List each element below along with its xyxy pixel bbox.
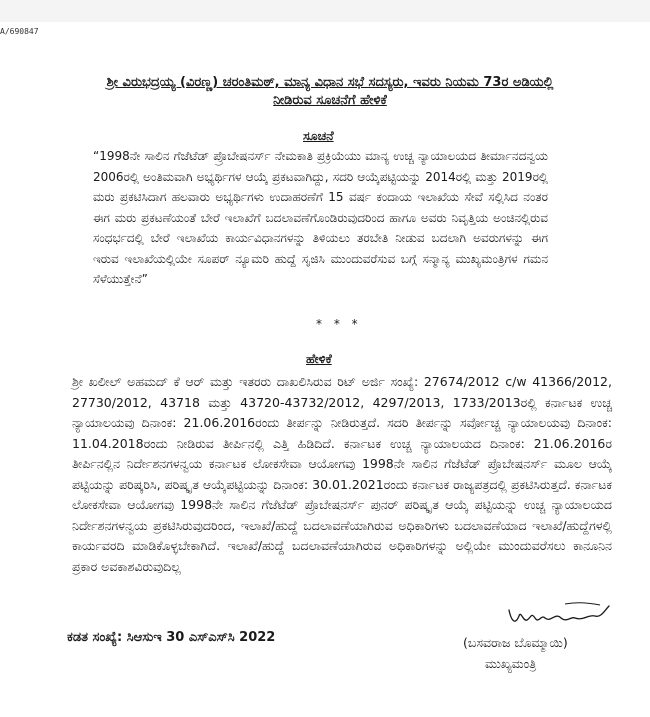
notice-body: “1998ನೇ ಸಾಲಿನ ಗೆಜೆಟೆಡ್ ಪ್ರೊಬೇಷನರ್ಸ್ ನೇಮಕಾತಿ ಪ್ರಕ್ರಿಯೆಯು ಮಾನ್ಯ ಉಚ್ಚ ನ್ಯಾಯಾಲಯದ ತೀರ್ಮಾನದನ್ವಯ 2006ರಲ್ಲಿ ಅಂತಿಮವಾಗಿ ಅಭ್ಯರ್ಥಿಗಳ ಆಯ್ಕೆ ಪ್ರಕಟವಾಗಿದ್ದು, ಸದರಿ ಆಯ್ಕೆಪಟ್ಟಿಯನ್ನು 2014ರಲ್ಲಿ ಮತ್ತು 2019ರಲ್ಲಿ ಮರು ಪ್ರಕಟಿಸಿದಾಗ ಹಲವಾರು ಅಭ್ಯರ್ಥಿಗಳು ಉದಾಹರಣೆಗೆ 15 ವರ್ಷ ಕಂದಾಯ ಇಲಾಖೆಯ ಸೇವೆ ಸಲ್ಲಿಸಿದ ನಂತರ ಈಗ ಮರು ಪ್ರಕಟಣೆಯಂತೆ ಬೇರೆ ಇಲಾಖೆಗೆ ಬದಲಾವಣೆಗೊಂಡಿರುವುದರಿಂದ ಹಾಗೂ ಅವರು ನಿವೃತ್ತಿಯ ಅಂಚಿನಲ್ಲಿರುವ ಸಂಧರ್ಭದಲ್ಲಿ ಬೇರೆ ಇಲಾಖೆಯ ಕಾರ್ಯವಿಧಾನಗಳನ್ನು ತಿಳಿಯಲು ತರಬೇತಿ ನೀಡುವ ಬದಲಾಗಿ ಅವರುಗಳನ್ನು ಈಗ ಇರುವ ಇಲಾಖೆಯಲ್ಲಿಯೇ ಸೂಪರ್ ನ್ಯೂಮರಿ ಹುದ್ದೆ ಸೃಜಿಸಿ ಮುಂದುವರೆಸುವ ಬಗ್ಗೆ ಸನ್ಮಾನ್ಯ ಮುಖ್ಯಮಂತ್ರಿಗಳ ಗಮನ ಸೆಳೆಯುತ್ತೇನೆ” (93, 149, 548, 286)
document-heading (60, 74, 600, 110)
reply-body: ಶ್ರೀ ಖಲೀಲ್ ಅಹಮದ್ ಕೆ ಆರ್ ಮತ್ತು ಇತರರು ದಾಖಲಿಸಿರುವ ರಿಟ್ ಅರ್ಜಿ ಸಂಖ್ಯೆ: 27674/2012 c/w 41366/2012, 27730/2012, 43718 ಮತ್ತು 43720-43732/2012, 4297/2013, 1733/2013ರಲ್ಲಿ ಕರ್ನಾಟಕ ಉಚ್ಚ ನ್ಯಾಯಾಲಯವು ದಿನಾಂಕ: 21.06.2016ರಂದು ತೀರ್ಪನ್ನು ನೀಡಿರುತ್ತದೆ. ಸದರಿ ತೀರ್ಪನ್ನು ಸರ್ವೋಚ್ಚ ನ್ಯಾಯಾಲಯವು ದಿನಾಂಕ: 11.04.2018ರಂದು ನೀಡಿರುವ ತೀರ್ಪಿನಲ್ಲಿ ಎತ್ತಿ ಹಿಡಿದಿದೆ. ಕರ್ನಾಟಕ ಉಚ್ಚ ನ್ಯಾಯಾಲಯದ ದಿನಾಂಕ: 21.06.2016ರ ತೀರ್ಪಿನಲ್ಲಿನ ನಿರ್ದೇಶನಗಳನ್ವಯ ಕರ್ನಾಟಕ ಲೋಕಸೇವಾ ಆಯೋಗವು 1998ನೇ ಸಾಲಿನ ಗೆಜೆಟೆಡ್ ಪ್ರೊಬೇಷನರ್ಸ್ ಮೂಲ ಆಯ್ಕೆ ಪಟ್ಟಿಯನ್ನು ಪರಿಷ್ಕರಿಸಿ, ಪರಿಷ್ಕೃತ ಆಯ್ಕೆಪಟ್ಟಿಯನ್ನು ದಿನಾಂಕ: 30.01.2021ರಂದು ಕರ್ನಾಟಕ ರಾಜ್ಯಪತ್ರದಲ್ಲಿ ಪ್ರಕಟಿಸಿರುತ್ತದೆ. ಕರ್ನಾಟಕ ಲೋಕಸೇವಾ ಆಯೋಗವು 1998ನೇ ಸಾಲಿನ ಗೆಜೆಟೆಡ್ ಪ್ರೊಬೇಷನರ್ಸ್ ಪುನರ್ ಪರಿಷ್ಕೃತ ಆಯ್ಕೆ ಪಟ್ಟಿಯನ್ನು ಉಚ್ಚ ನ್ಯಾಯಾಲಯದ ನಿರ್ದೇಶನಗಳನ್ವಯ ಪ್ರಕಟಿಸಿರುವುದರಿಂದ, ಇಲಾಖೆ/ಹುದ್ದೆ ಬದಲಾವಣೆಯಾಗಿರುವ ಅಧಿಕಾರಿಗಳು ಬದಲಾವಣೆಯಾದ ಇಲಾಖೆ/ಹುದ್ದೆಗಳಲ್ಲಿ ಕಾರ್ಯವರದಿ ಮಾಡಿಕೊಳ್ಳಬೇಕಾಗಿದೆ. ಇಲಾಖೆ/ಹುದ್ದೆ ಬದಲಾವಣೆಯಾಗಿರುವ ಅಧಿಕಾರಿಗಳನ್ನು ಅಲ್ಲಿಯೇ ಮುಂದುವರೆಸಲು ಕಾನೂನಿನ ಪ್ರಕಾರ ಅವಕಾಶವಿರುವುದಿಲ್ಲ (72, 374, 612, 574)
signer-name: (ಬಸವರಾಜ ಬೊಮ್ಮಾಯಿ) (463, 635, 568, 650)
heading-line-2: ನೀಡಿರುವ ಸೂಚನೆಗೆ ಹೇಳಿಕೆ (273, 93, 387, 108)
file-number: ಕಡತ ಸಂಖ್ಯೆ: ಸಿಆಸುಇ 30 ಎಸ್‌ಎಸ್‌ಸಿ 2022 (67, 630, 276, 645)
reply-title: ಹೇಳಿಕೆ (306, 351, 332, 366)
heading-line-1: ಶ್ರೀ ವಿರುಭದ್ರಯ್ಯ (ವಿರಣ್ಣ) ಚರಂತಿಮಠ್, ಮಾನ್ಯ ವಿಧಾನ ಸಭೆ ಸದಸ್ಯರು, ಇವರು ನಿಯಮ 73ರ ಅಡಿಯಲ್ಲಿ (106, 75, 554, 90)
notice-title: ಸೂಚನೆ (303, 128, 334, 143)
reference-code: A/690847 (0, 27, 39, 36)
signer-title: ಮುಖ್ಯಮಂತ್ರಿ (485, 656, 537, 671)
section-separator: * * * (316, 317, 362, 331)
signature (505, 596, 615, 636)
